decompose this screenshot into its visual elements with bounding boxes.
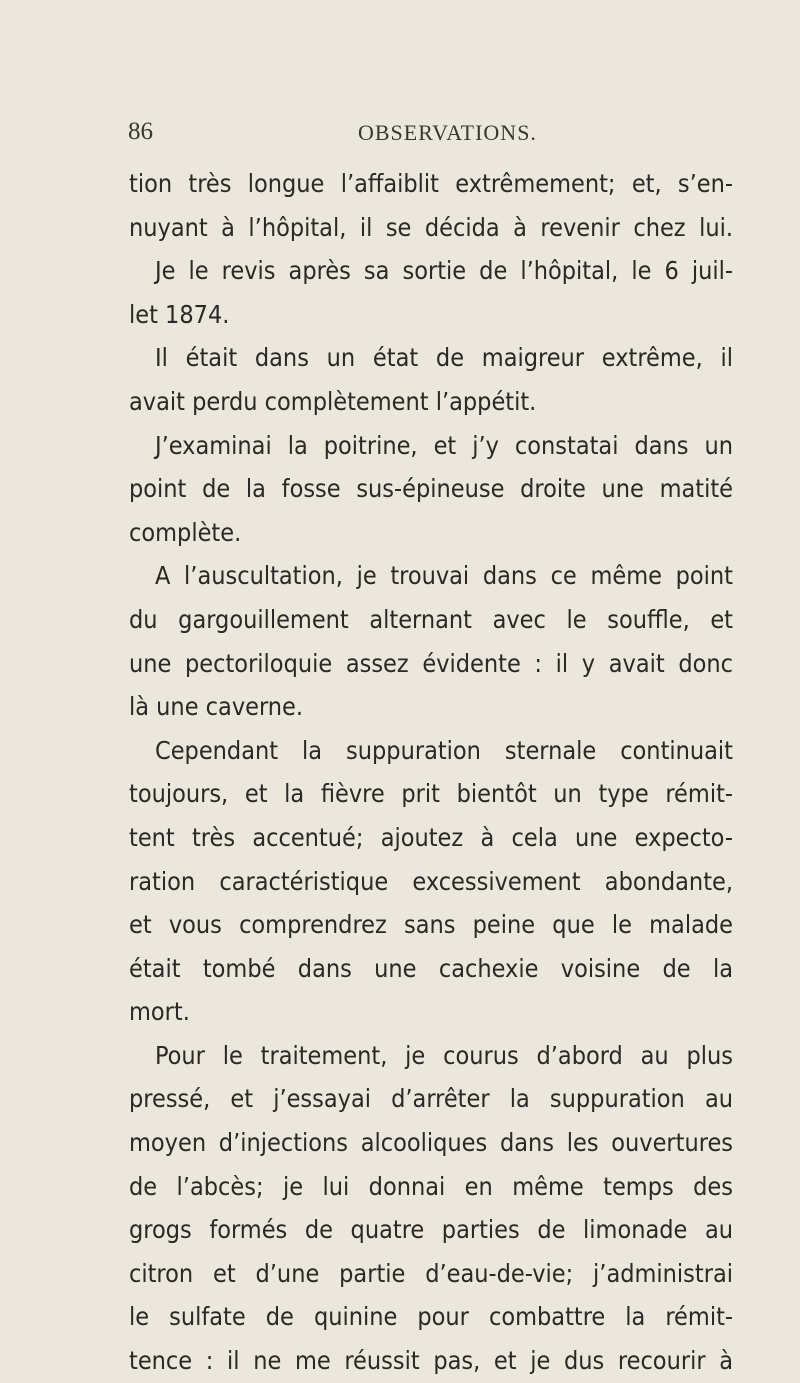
text-line: let 1874. <box>129 299 230 329</box>
text-line: grogs formés de quatre parties de limonade au <box>129 1215 733 1245</box>
page-number: 86 <box>128 118 153 145</box>
text-line: était tombé dans une cachexie voisine de la <box>129 953 733 983</box>
text-line: Je le revis après sa sortie de l’hôpital, le 6 juil- <box>155 256 733 286</box>
text-line: tence : il ne me réussit pas, et je dus recourir à <box>129 1346 733 1376</box>
text-line: tion très longue l’affaiblit extrêmement; et, s’en- <box>129 169 733 198</box>
text-line: du gargouillement alternant avec le souffle, et <box>129 604 733 634</box>
text-line: pressé, et j’essayai d’arrêter la suppuration au <box>129 1084 733 1114</box>
text-line: Cependant la suppuration sternale continuait <box>155 735 733 765</box>
text-line: mort. <box>129 997 190 1027</box>
text-line: et vous comprendrez sans peine que le malade <box>129 910 733 940</box>
text-line: avait perdu complètement l’appétit. <box>129 386 537 416</box>
text-line: là une caverne. <box>129 692 304 722</box>
text-line: une pectoriloquie assez évidente : il y avait donc <box>129 648 733 678</box>
text-line: moyen d’injections alcooliques dans les ouvertures <box>129 1128 733 1158</box>
body-text <box>129 162 733 1383</box>
page-header <box>128 112 708 146</box>
text-line: toujours, et la fièvre prit bientôt un type rémit- <box>129 779 733 809</box>
text-line: citron et d’une partie d’eau-de-vie; j’administrai <box>129 1258 733 1288</box>
text-line: A l’auscultation, je trouvai dans ce même point <box>155 561 733 591</box>
running-title: OBSERVATIONS. <box>358 120 537 145</box>
text-line: nuyant à l’hôpital, il se décida à revenir chez lui. <box>129 212 733 242</box>
text-line: complète. <box>129 517 242 547</box>
text-line: de l’abcès; je lui donnai en même temps des <box>129 1171 733 1201</box>
text-line: J’examinai la poitrine, et j’y constatai dans un <box>155 430 733 460</box>
text-line: le sulfate de quinine pour combattre la rémit- <box>129 1302 733 1332</box>
text-line: ration caractéristique excessivement abondante, <box>129 866 733 896</box>
text-line: Pour le traitement, je courus d’abord au plus <box>155 1040 733 1070</box>
text-line: tent très accentué; ajoutez à cela une expecto- <box>129 822 733 852</box>
text-line: Il était dans un état de maigreur extrême, il <box>155 343 733 373</box>
text-line: point de la fosse sus-épineuse droite une matité <box>129 474 733 504</box>
